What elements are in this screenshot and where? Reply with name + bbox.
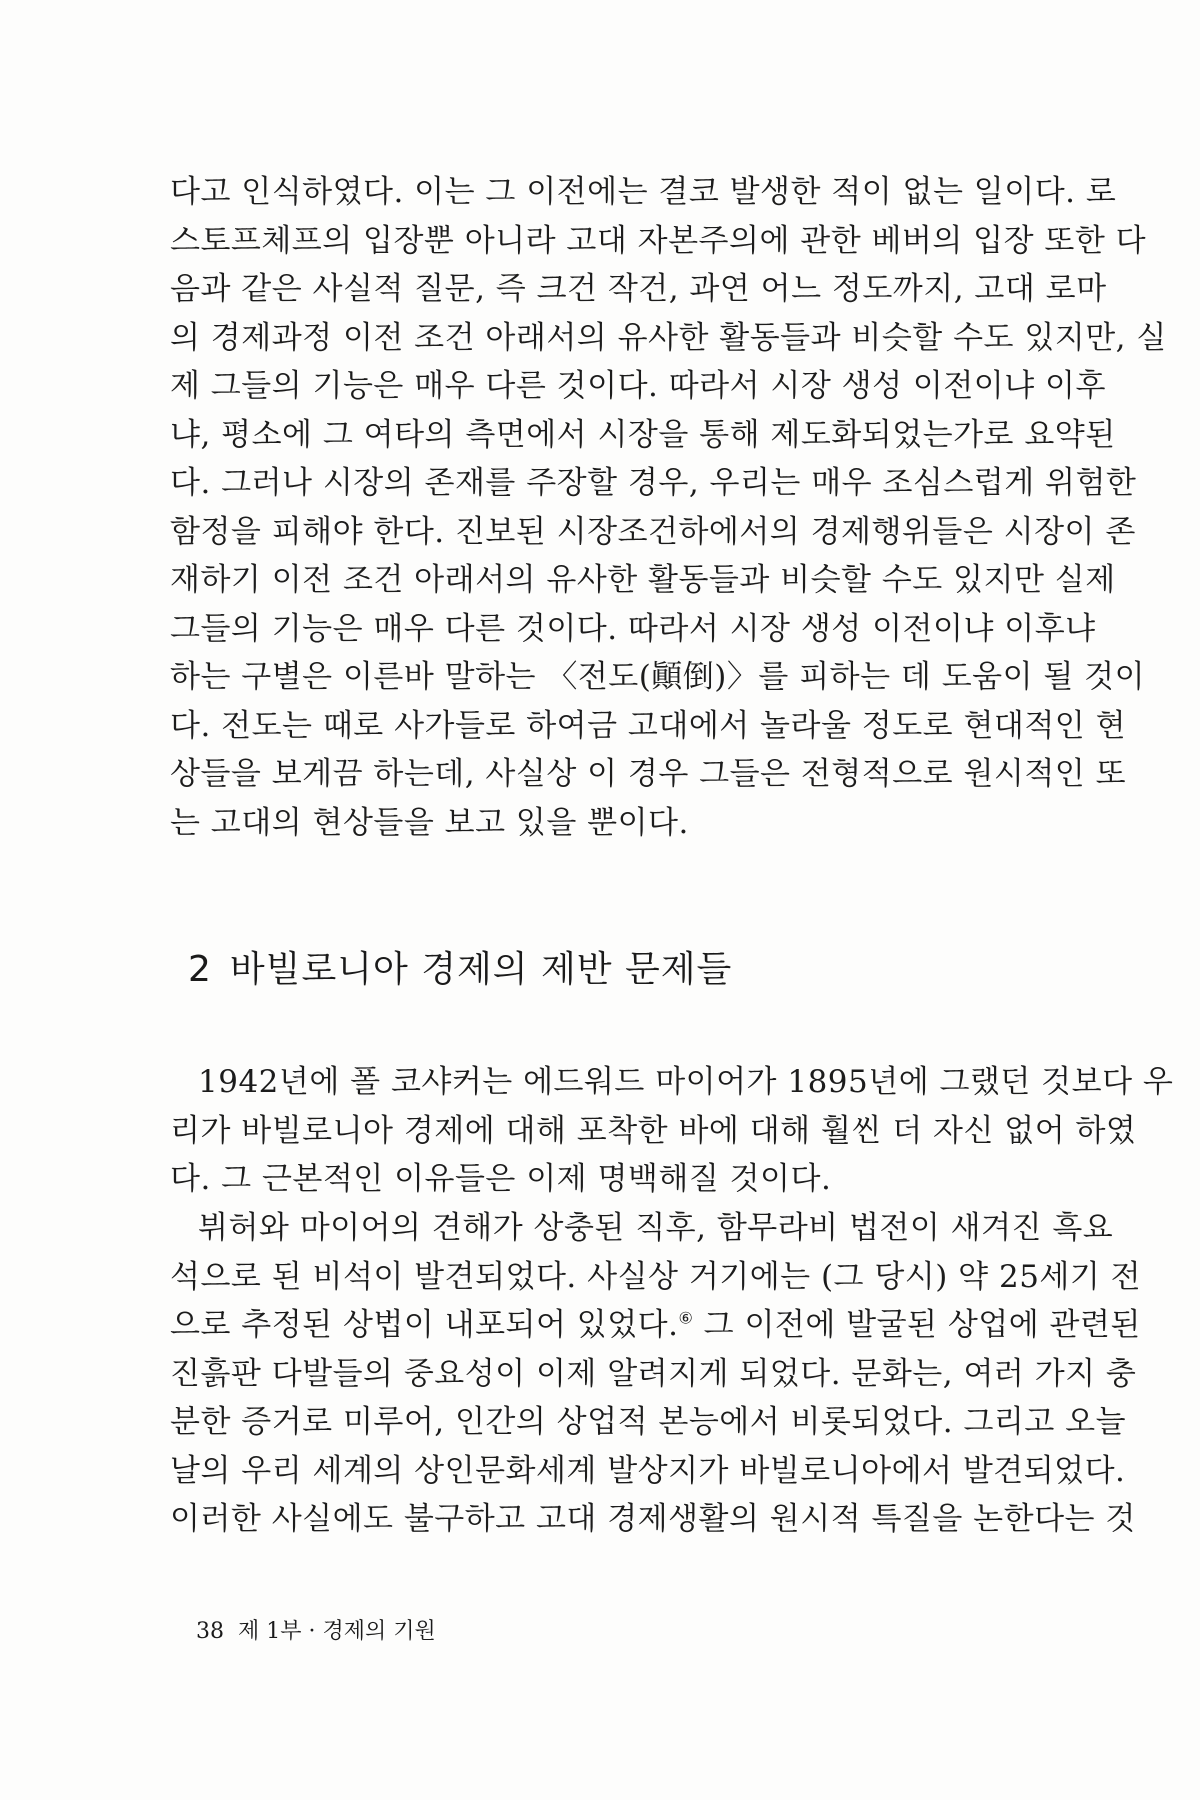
running-title: 제 1부 · 경제의 기원 bbox=[238, 1619, 436, 1644]
text-line: 냐, 평소에 그 여타의 측면에서 시장을 통해 제도화되었는가로 요약된 bbox=[170, 416, 1116, 453]
text-line: 진흙판 다발들의 중요성이 이제 알려지게 되었다. 문화는, 여러 가지 충 bbox=[170, 1355, 1137, 1392]
text-line: 그들의 기능은 매우 다른 것이다. 따라서 시장 생성 이전이냐 이후냐 bbox=[170, 610, 1096, 647]
footnote-marker: ⑥ bbox=[678, 1308, 694, 1328]
text-line: 이러한 사실에도 불구하고 고대 경제생활의 원시적 특질을 논한다는 것 bbox=[170, 1501, 1136, 1537]
text-line: 하는 구별은 이른바 말하는 〈전도(顚倒)〉를 피하는 데 도움이 될 것이 bbox=[170, 659, 1146, 695]
text-line: 석으로 된 비석이 발견되었다. 사실상 거기에는 (그 당시) 약 25세기 전 bbox=[170, 1258, 1142, 1295]
text-line: 뷔허와 마이어의 견해가 상충된 직후, 함무라비 법전이 새겨진 흑요 bbox=[198, 1210, 1114, 1246]
text-line: 재하기 이전 조건 아래서의 유사한 활동들과 비슷할 수도 있지만 실제 bbox=[170, 562, 1116, 598]
text-line: 상들을 보게끔 하는데, 사실상 이 경우 그들은 전형적으로 원시적인 또 bbox=[170, 756, 1127, 792]
text-line: 제 그들의 기능은 매우 다른 것이다. 따라서 시장 생성 이전이냐 이후 bbox=[170, 368, 1106, 404]
text-line: 다고 인식하였다. 이는 그 이전에는 결코 발생한 적이 없는 일이다. 로 bbox=[170, 174, 1117, 210]
section-title: 바빌로니아 경제의 제반 문제들 bbox=[229, 949, 733, 990]
page-footer bbox=[196, 1618, 436, 1646]
text-line: 다. 그러나 시장의 존재를 주장할 경우, 우리는 매우 조심스럽게 위험한 bbox=[170, 465, 1137, 501]
text-line: 분한 증거로 미루어, 인간의 상업적 본능에서 비롯되었다. 그리고 오늘 bbox=[170, 1404, 1127, 1440]
text-span: 으로 추정된 상법이 내포되어 있었다. bbox=[170, 1307, 679, 1343]
text-line: 스토프체프의 입장뿐 아니라 고대 자본주의에 관한 베버의 입장 또한 다 bbox=[170, 222, 1147, 259]
section-heading bbox=[188, 948, 732, 992]
text-line: 1942년에 폴 코샤커는 에드워드 마이어가 1895년에 그랬던 것보다 우 bbox=[198, 1064, 1174, 1100]
body-paragraph-3 bbox=[170, 1204, 1142, 1544]
body-paragraph-1 bbox=[170, 168, 1167, 847]
text-line: 다. 그 근본적인 이유들은 이제 명백해질 것이다. bbox=[170, 1161, 832, 1197]
text-line: 음과 같은 사실적 질문, 즉 크건 작건, 과연 어느 정도까지, 고대 로마 bbox=[170, 271, 1107, 307]
text-span: 그 이전에 발굴된 상업에 관련된 bbox=[693, 1307, 1141, 1343]
text-line: 의 경제과정 이전 조건 아래서의 유사한 활동들과 비슷할 수도 있지만, 실 bbox=[170, 319, 1167, 356]
text-line: 함정을 피해야 한다. 진보된 시장조건하에서의 경제행위들은 시장이 존 bbox=[170, 513, 1136, 550]
section-number: 2 bbox=[188, 949, 212, 990]
text-line bbox=[170, 1301, 1141, 1350]
page-number: 38 bbox=[196, 1619, 224, 1644]
text-line: 는 고대의 현상들을 보고 있을 뿐이다. bbox=[170, 804, 689, 841]
body-paragraph-2 bbox=[170, 1058, 1174, 1204]
text-line: 다. 전도는 때로 사가들로 하여금 고대에서 놀라울 정도로 현대적인 현 bbox=[170, 707, 1127, 744]
text-line: 리가 바빌로니아 경제에 대해 포착한 바에 대해 훨씬 더 자신 없어 하였 bbox=[170, 1112, 1137, 1149]
text-line: 날의 우리 세계의 상인문화세계 발상지가 바빌로니아에서 발견되었다. bbox=[170, 1452, 1126, 1489]
